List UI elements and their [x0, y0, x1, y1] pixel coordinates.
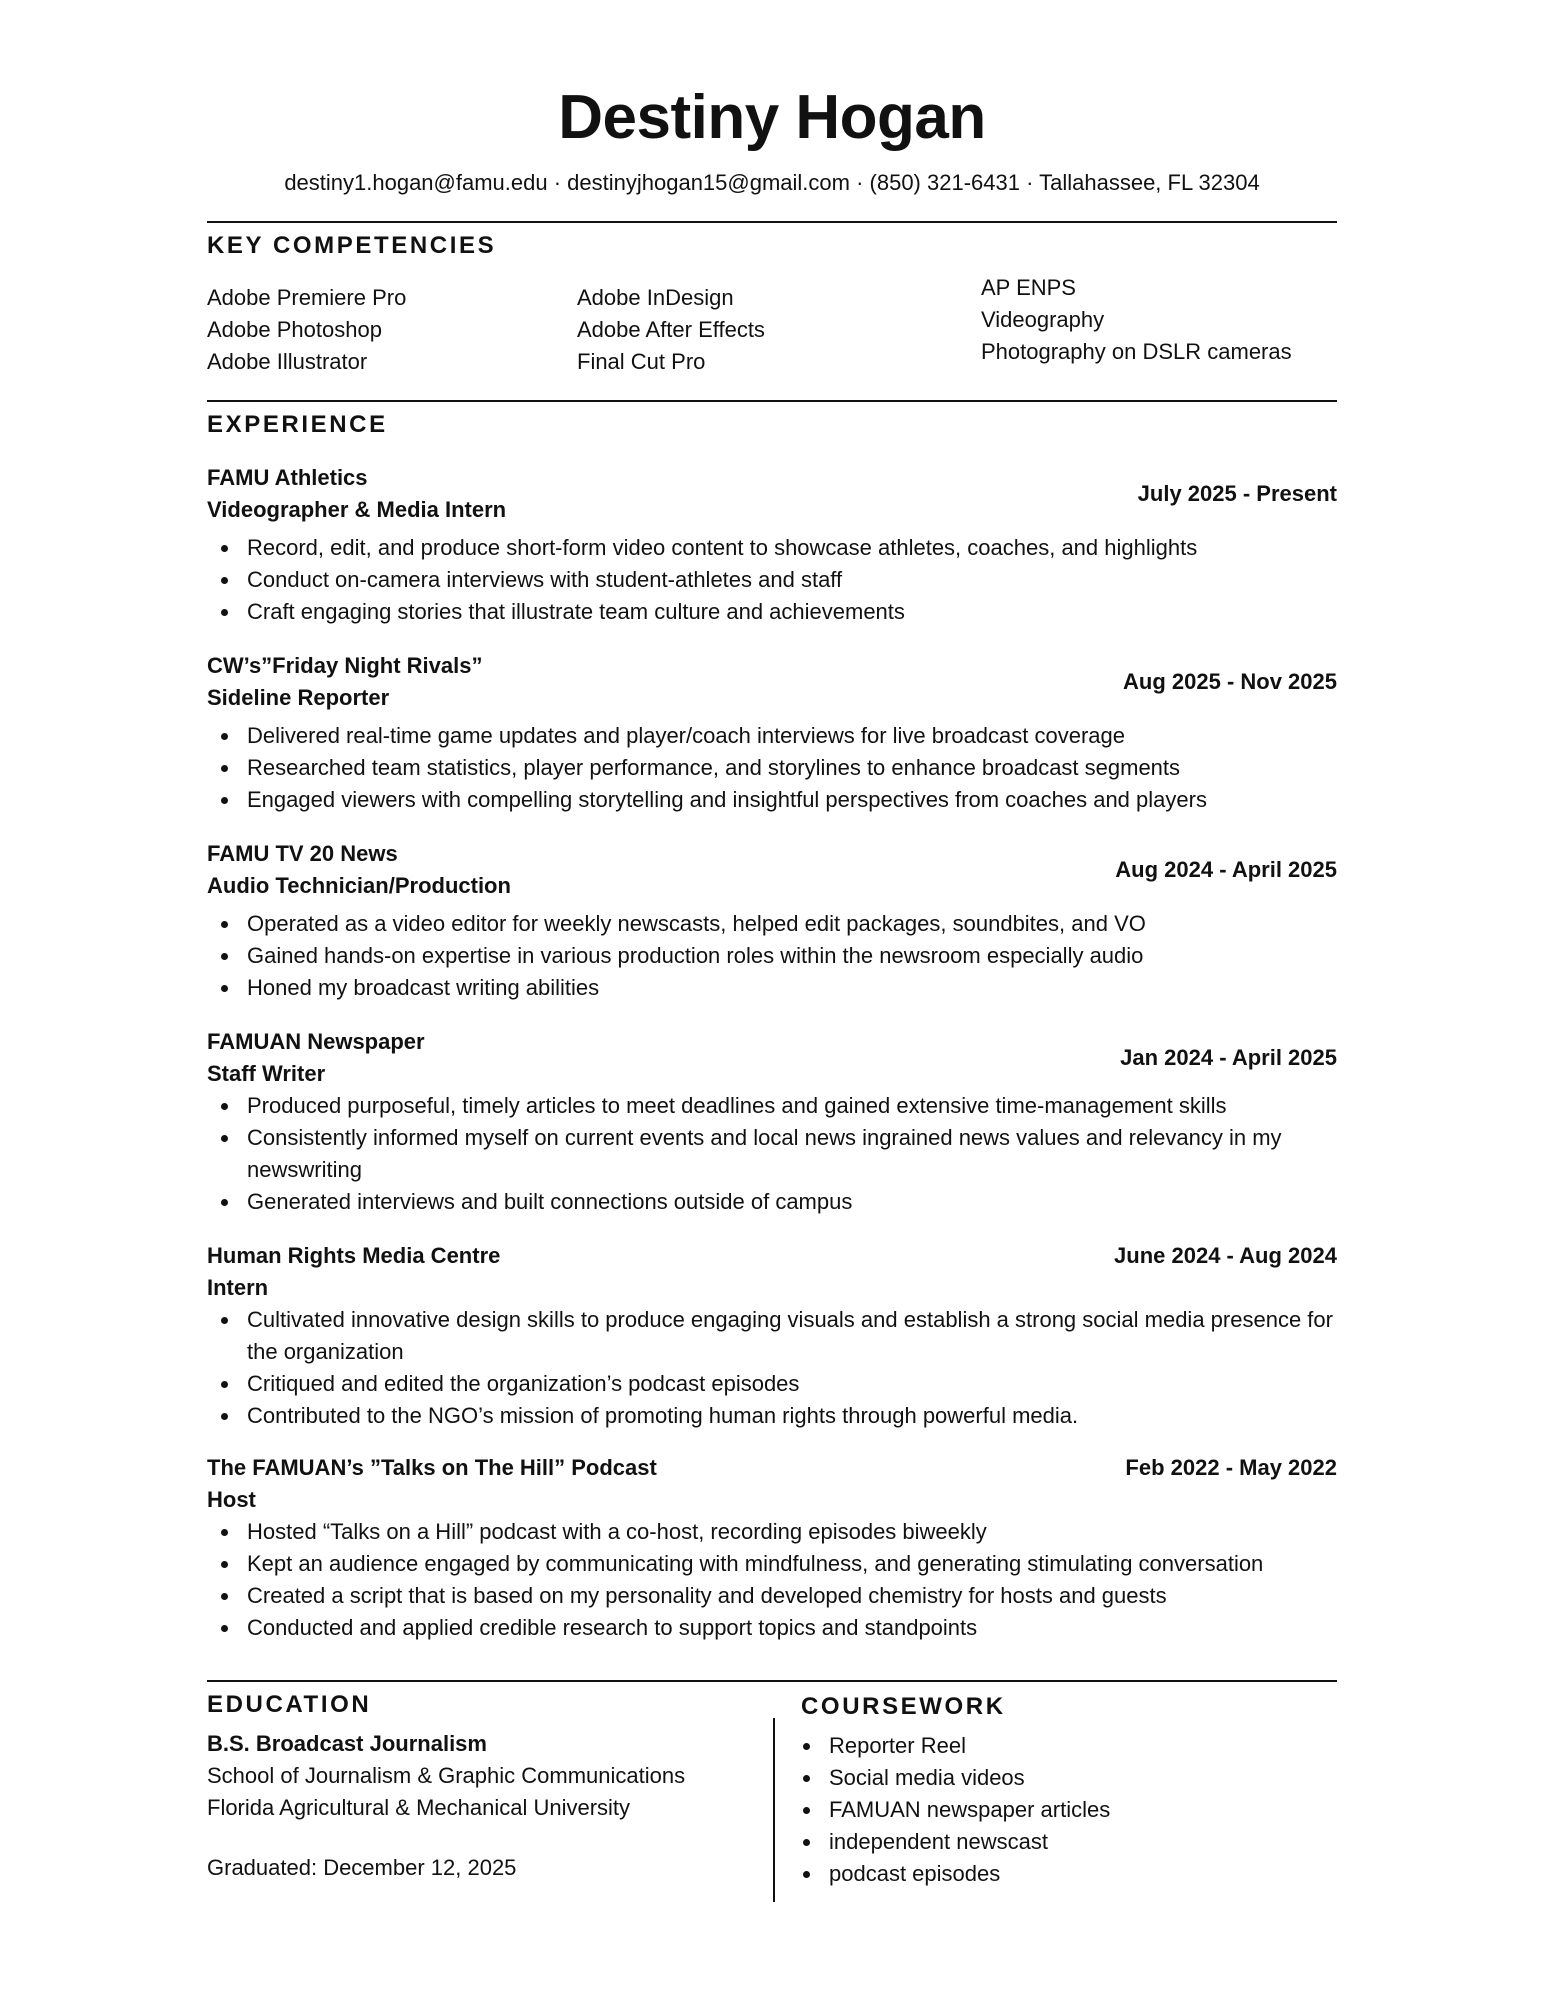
section-title-coursework: COURSEWORK [801, 1693, 1006, 1720]
job-dates: Aug 2024 - April 2025 [1115, 857, 1337, 882]
job-entry [207, 650, 1337, 816]
competencies-column [981, 261, 1292, 378]
list-item: Conducted and applied credible research to support topics and standpoints [247, 1612, 1337, 1644]
list-item: podcast episodes [829, 1858, 1301, 1890]
job-organization: FAMU Athletics [207, 465, 368, 490]
job-entry [207, 838, 1337, 1004]
job-bullets [207, 1090, 1337, 1218]
job-dates: July 2025 - Present [1137, 481, 1337, 506]
resume [207, 78, 1337, 1890]
list-item: Generated interviews and built connections outside of campus [247, 1186, 1337, 1218]
education-section [207, 1682, 774, 1890]
job-role: Videographer & Media Intern [207, 497, 507, 522]
list-item: Engaged viewers with compelling storytelling and insightful perspectives from coaches and players [247, 784, 1337, 816]
job-role: Staff Writer [207, 1061, 326, 1086]
list-item: Hosted “Talks on a Hill” podcast with a co-host, recording episodes biweekly [247, 1516, 1337, 1548]
list-item: Consistently informed myself on current events and local news ingrained news values and relevancy in my newswriting [247, 1122, 1337, 1186]
divider [207, 221, 1337, 223]
school: School of Journalism & Graphic Communications [207, 1763, 686, 1788]
competencies-grid [207, 261, 1337, 378]
competency-item: Final Cut Pro [577, 349, 706, 374]
competency-item: Adobe After Effects [577, 317, 765, 342]
job-role: Sideline Reporter [207, 685, 390, 710]
list-item: Reporter Reel [829, 1730, 1301, 1762]
list-item: Operated as a video editor for weekly newscasts, helped edit packages, soundbites, and VO [247, 908, 1337, 940]
list-item: Gained hands-on expertise in various production roles within the newsroom especially audio [247, 940, 1337, 972]
competency-item: AP ENPS [981, 275, 1076, 300]
list-item: Honed my broadcast writing abilities [247, 972, 1337, 1004]
list-item: Kept an audience engaged by communicating with mindfulness, and generating stimulating conversation [247, 1548, 1337, 1580]
job-role: Host [207, 1487, 256, 1512]
competency-item: Videography [981, 307, 1105, 332]
competency-item: Photography on DSLR cameras [981, 339, 1292, 364]
coursework-section [801, 1682, 1301, 1890]
job-entry [207, 1240, 1337, 1432]
coursework-list [801, 1730, 1301, 1890]
job-entry [207, 1452, 1337, 1644]
list-item: Delivered real-time game updates and player/coach interviews for live broadcast coverage [247, 720, 1337, 752]
competency-item: Adobe Premiere Pro [207, 285, 407, 310]
competency-item: Adobe Illustrator [207, 349, 368, 374]
job-organization: FAMUAN Newspaper [207, 1029, 425, 1054]
job-entry [207, 1026, 1337, 1218]
job-role: Audio Technician/Production [207, 873, 511, 898]
job-organization: CW’s”Friday Night Rivals” [207, 653, 483, 678]
experience-section [207, 410, 1337, 1644]
graduation-date: Graduated: December 12, 2025 [207, 1855, 517, 1880]
job-dates: Jan 2024 - April 2025 [1120, 1045, 1337, 1070]
job-role: Intern [207, 1275, 269, 1300]
job-bullets [207, 1516, 1337, 1644]
job-dates: June 2024 - Aug 2024 [1114, 1243, 1337, 1268]
list-item: Critiqued and edited the organization’s podcast episodes [247, 1368, 1337, 1400]
university: Florida Agricultural & Mechanical University [207, 1795, 631, 1820]
job-organization: Human Rights Media Centre [207, 1243, 501, 1268]
competencies-column [577, 261, 981, 378]
section-title-experience: EXPERIENCE [207, 411, 388, 438]
list-item: Researched team statistics, player performance, and storylines to enhance broadcast segments [247, 752, 1337, 784]
job-dates: Aug 2025 - Nov 2025 [1123, 669, 1337, 694]
list-item: Craft engaging stories that illustrate team culture and achievements [247, 596, 1337, 628]
list-item: Created a script that is based on my personality and developed chemistry for hosts and guests [247, 1580, 1337, 1612]
competency-item: Adobe Photoshop [207, 317, 382, 342]
competencies-section [207, 231, 1337, 378]
competency-item: Adobe InDesign [577, 285, 734, 310]
list-item: independent newscast [829, 1826, 1301, 1858]
list-item: Social media videos [829, 1762, 1301, 1794]
divider [207, 400, 1337, 402]
job-entry [207, 462, 1337, 628]
job-organization: FAMU TV 20 News [207, 841, 398, 866]
list-item: Cultivated innovative design skills to produce engaging visuals and establish a strong social media presence for the organization [247, 1304, 1337, 1368]
list-item: Conduct on-camera interviews with student-athletes and staff [247, 564, 1337, 596]
job-bullets [207, 908, 1337, 1004]
section-title-competencies: KEY COMPETENCIES [207, 232, 497, 259]
column-divider [773, 1718, 775, 1902]
list-item: Record, edit, and produce short-form video content to showcase athletes, coaches, and highlights [247, 532, 1337, 564]
list-item: Produced purposeful, timely articles to meet deadlines and gained extensive time-management skills [247, 1090, 1337, 1122]
section-title-education: EDUCATION [207, 1691, 372, 1718]
list-item: FAMUAN newspaper articles [829, 1794, 1301, 1826]
education-coursework-row [207, 1682, 1337, 1890]
job-bullets [207, 720, 1337, 816]
candidate-name: Destiny Hogan [558, 83, 986, 152]
contact-line: destiny1.hogan@famu.edu · destinyjhogan15@gmail.com · (850) 321-6431 · Tallahassee, FL 32304 [284, 170, 1260, 195]
competencies-column [207, 261, 577, 378]
job-bullets [207, 1304, 1337, 1432]
job-dates: Feb 2022 - May 2022 [1125, 1455, 1337, 1480]
degree: B.S. Broadcast Journalism [207, 1731, 487, 1756]
job-bullets [207, 532, 1337, 628]
job-organization: The FAMUAN’s ”Talks on The Hill” Podcast [207, 1455, 657, 1480]
list-item: Contributed to the NGO’s mission of promoting human rights through powerful media. [247, 1400, 1337, 1432]
